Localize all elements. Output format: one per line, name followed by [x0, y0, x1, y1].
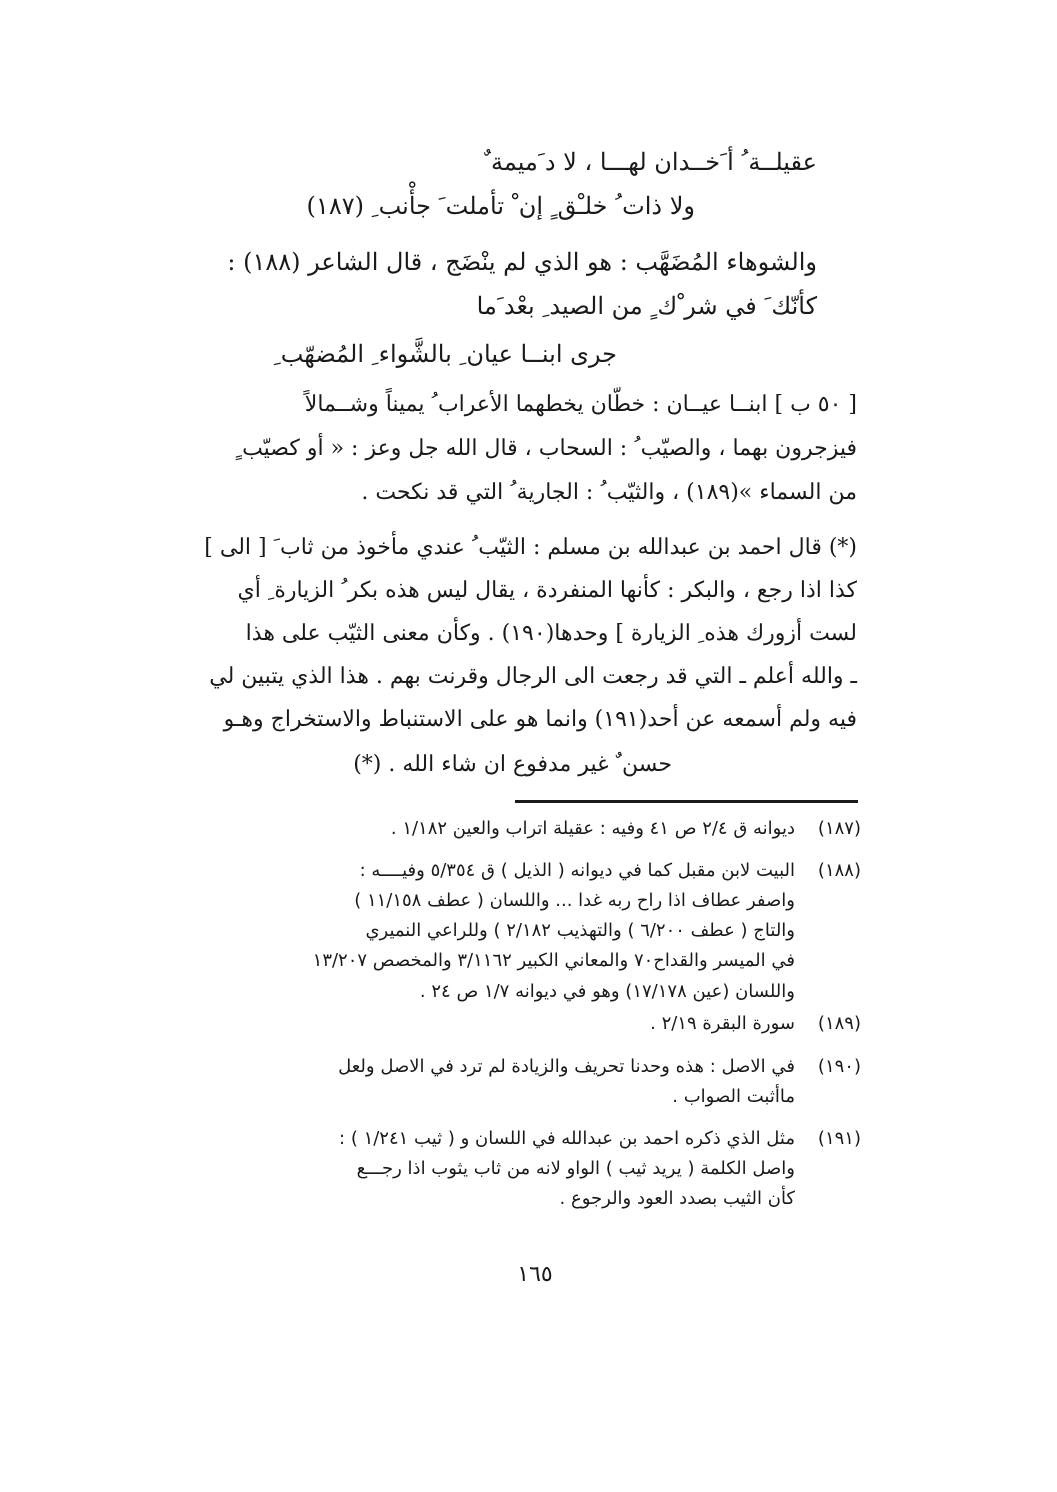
- para1-line3: من السماء »(١٨٩) ، والثيّب ُ : الجارية ُ التي قد نكحت .: [361, 480, 857, 505]
- footnote-188-number: (١٨٨): [817, 860, 861, 881]
- footnote-188-line4: في الميسر والقداح٧٠ والمعاني الكبير ٣/١١٦٢ والمخصص ١٣/٢٠٧: [312, 950, 795, 971]
- poem2-line1: كأنّك َ في شر ْك ٍ من الصيد ِ بعْد َما: [476, 292, 817, 320]
- para1-line2: فيزجرون بهما ، والصيّب ُ : السحاب ، قال الله جل وعز : « أو كصيّب ٍ: [235, 436, 857, 461]
- para2-line5: فيه ولم أسمعه عن أحد(١٩١) وانما هو على الاستنباط والاستخراج وهـو: [223, 707, 857, 732]
- poem1-line2: ولا ذات ُ خلـْق ٍ إن ْ تأملت َ جأْنب ِ (١٨٧): [306, 192, 695, 220]
- footnote-190-line2: ماأثبت الصواب .: [672, 1086, 795, 1107]
- footnote-189-number: (١٨٩): [817, 1013, 861, 1034]
- footnote-187-number: (١٨٧): [817, 818, 861, 839]
- footnote-separator: [515, 800, 858, 803]
- poem2-line2: جرى ابنــا عيان ِ بالشَّواء ِ المُضهّب ِ: [273, 340, 617, 368]
- poem1-line1: عقيلــة ُ أ َخــدان لهـــا ، لا د َميمة ٌ: [483, 148, 817, 176]
- footnote-188-line5: واللسان (عين ١٧/١٧٨) وهو في ديوانه ١/٧ ص ٢٤ .: [419, 981, 795, 1002]
- footnote-191-line3: كأن الثيب بصدد العود والرجوع .: [559, 1188, 795, 1209]
- footnote-190-number: (١٩٠): [817, 1056, 861, 1077]
- footnote-191-line1: مثل الذي ذكره احمد بن عبدالله في اللسان و ( ثيب ١/٢٤١ ) :: [339, 1128, 795, 1149]
- footnote-188-line3: والتاج ( عطف ٦/٢٠٠ ) والتهذيب ٢/١٨٢ ) وللراعي النميري: [365, 920, 795, 941]
- para2-line3: لست أزورك هذه ِ الزيارة ] وحدها(١٩٠) . وكأن معنى الثيّب على هذا: [245, 621, 857, 646]
- para2-line6: حسن ٌ غير مدفوع ان شاء الله . (*): [353, 752, 672, 777]
- para2-line2: كذا اذا رجع ، والبكر : كأنها المنفردة ، يقال ليس هذه بكر ُ الزيارة ِ أي: [237, 578, 857, 603]
- para2-line4: ـ والله أعلم ـ التي قد رجعت الى الرجال وقرنت بهم . هذا الذي يتبين لي: [209, 664, 857, 689]
- para2-line1: (*) قال احمد بن عبدالله بن مسلم : الثيّب ُ عندي مأخوذ من ثاب َ [ الى ]: [204, 535, 857, 560]
- footnote-187-line1: ديوانه ق ٢/٤ ص ٤١ وفيه : عقيلة اتراب والعين ١/١٨٢ .: [390, 818, 795, 839]
- page-number: ١٦٥: [517, 1262, 553, 1287]
- footnote-189-line1: سورة البقرة ٢/١٩ .: [650, 1013, 795, 1034]
- footnote-188-line2: واصفر عطاف اذا راح ربه غدا ... واللسان ( عطف ١١/١٥٨ ): [354, 890, 795, 911]
- para1-line1: [ ٥٠ ب ] ابنــا عيــان : خطّان يخطهما الأعراب ُ يميناً وشــمالاً: [304, 392, 857, 417]
- prose-line: والشوهاء المُضَهَّب : هو الذي لم ينْضَج ، قال الشاعر (١٨٨) :: [227, 248, 817, 276]
- footnote-191-line2: واصل الكلمة ( يريد ثيب ) الواو لانه من ثاب يثوب اذا رجـــع: [356, 1158, 795, 1179]
- footnote-190-line1: في الاصل : هذه وحدنا تحريف والزيادة لم ترد في الاصل ولعل: [338, 1056, 795, 1077]
- footnote-191-number: (١٩١): [817, 1128, 861, 1149]
- footnote-188-line1: البيت لابن مقبل كما في ديوانه ( الذيل ) ق ٥/٣٥٤ وفيــــه :: [359, 860, 795, 881]
